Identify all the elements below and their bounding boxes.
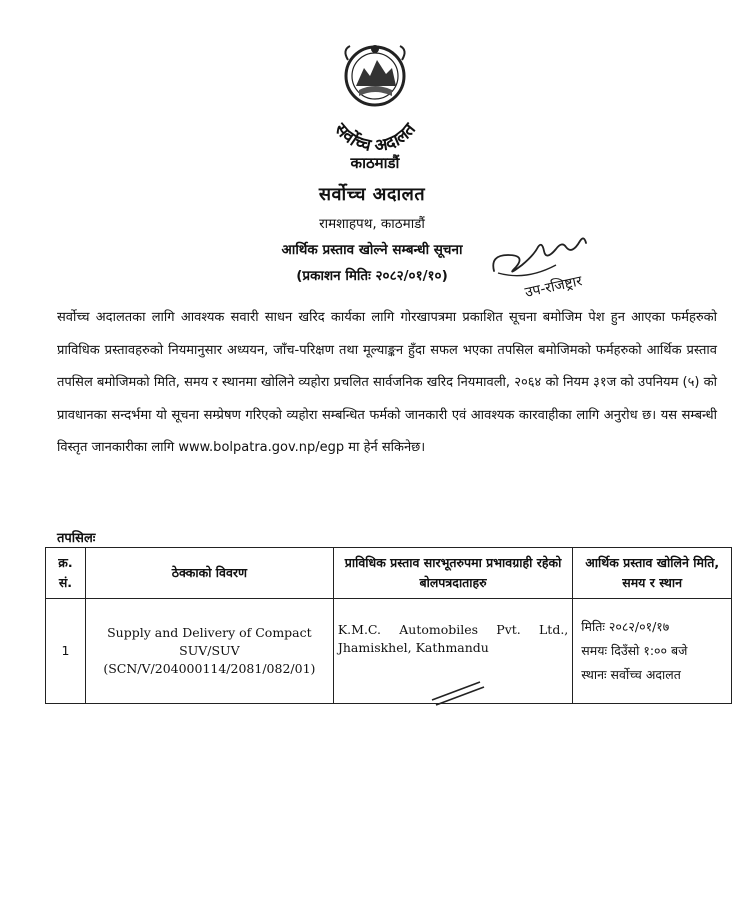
court-name: सर्वोच्च अदालत: [318, 184, 426, 205]
notice-title: आर्थिक प्रस्ताव खोल्ने सम्बन्धी सूचना: [281, 242, 463, 258]
opening-date: मितिः २०८२/०१/१७: [581, 619, 670, 634]
notice-body: सर्वोच्च अदालतका लागि आवश्यक सवारी साधन खरिद कार्यका लागि गोरखापत्रमा प्रकाशित सूचना बमोजिम पेश हुन आएका फर्महरुको प्राविधिक प्रस्तावहरुको नियमानुसार अध्ययन, जाँच-परिक्षण तथा मूल्याङ्कन हुँदा सफल भएका तपसिल बमोजिमको फर्महरुको आर्थिक प्रस्ताव तपसिल बमोजिमको मिति, समय र स्थानमा खोलिने व्यहोरा प्रचलित सार्वजनिक खरिद नियमावली, २०६४ को नियम ३१ज को उपनियम (५) को प्रावधानका सन्दर्भमा यो सूचना सम्प्रेषण गरिएको व्यहोरा सम्बन्धित फर्मको जानकारी एवं आवश्यक कारवाहीका लागि अनुरोध छ। यस सम्बन्धी विस्तृत जानकारीका लागि www.bolpatra.gov.np/egp मा हेर्न सकिनेछ।: [57, 310, 717, 455]
header-description: ठेक्काको विवरण: [85, 548, 333, 599]
cell-description: [85, 599, 333, 704]
publication-date: (प्रकाशन मितिः २०८२/०१/१०): [296, 268, 448, 284]
opening-place: स्थानः सर्वोच्च अदालत: [581, 667, 681, 682]
signature-designation: उप-रजिष्ट्रार: [523, 273, 584, 301]
emblem-arc-text: सर्वोच्च अदालत: [330, 119, 420, 157]
end-mark: [428, 678, 488, 706]
cell-opening: [573, 599, 732, 704]
header-bidder: प्राविधिक प्रस्ताव सारभूतरुपमा प्रभावग्राही रहेको बोलपत्रदाताहरु: [333, 548, 572, 599]
table-row: [46, 599, 732, 704]
supreme-court-emblem-icon: [312, 40, 438, 176]
table-header-row: [46, 548, 732, 599]
header-opening: आर्थिक प्रस्ताव खोलिने मिति, समय र स्थान: [573, 548, 732, 599]
details-table: [45, 547, 732, 704]
handwritten-signature-icon: [486, 225, 636, 305]
emblem-place-text: काठमाडौं: [350, 154, 400, 172]
double-slash-icon: [428, 678, 488, 706]
opening-time: समयः दिउँसो १:०० बजे: [581, 643, 688, 658]
cell-bidder: K.M.C. Automobiles Pvt. Ltd., Jhamiskhel, Kathmandu: [333, 599, 572, 704]
court-address: रामशाहपथ, काठमाडौं: [319, 216, 425, 232]
work-line-2: SUV/SUV: [179, 643, 240, 658]
signature: [486, 225, 636, 305]
cell-sn: 1: [46, 599, 86, 704]
emblem: [312, 40, 438, 176]
work-line-3: (SCN/V/204000114/2081/082/01): [103, 661, 316, 676]
work-line-1: Supply and Delivery of Compact: [107, 625, 312, 640]
details-label: तपसिलः: [57, 531, 96, 546]
header-sn: क्र. सं.: [46, 548, 86, 599]
